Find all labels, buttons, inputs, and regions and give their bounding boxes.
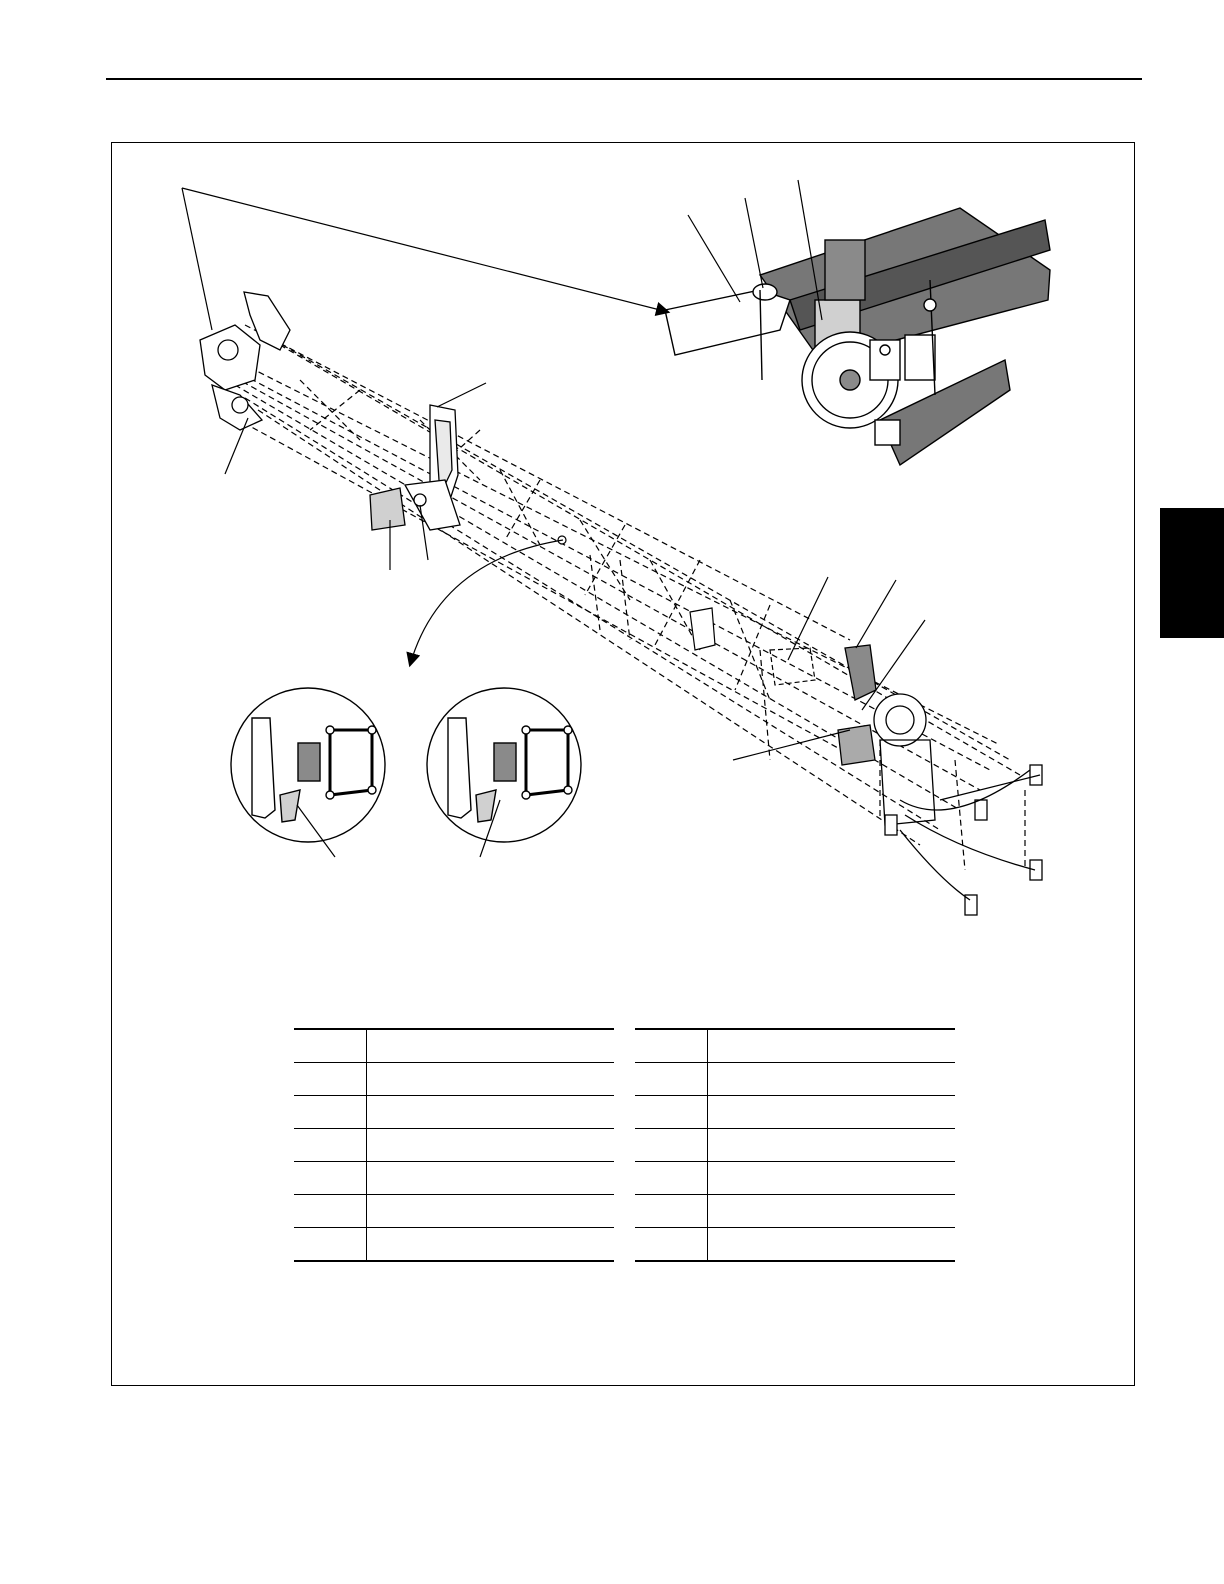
table-row [635, 1029, 955, 1063]
parts-table-right [635, 1028, 955, 1262]
item-number [294, 1029, 367, 1063]
item-number [635, 1228, 708, 1262]
center-bracket [370, 405, 460, 530]
item-number [635, 1195, 708, 1228]
item-number [635, 1162, 708, 1195]
table-row [635, 1228, 955, 1262]
item-description [367, 1162, 615, 1195]
detail-circle-2 [427, 688, 581, 842]
support-tubes [900, 770, 1040, 900]
table-row [294, 1195, 614, 1228]
item-number [294, 1162, 367, 1195]
item-description [708, 1162, 956, 1195]
item-description [708, 1029, 956, 1063]
item-number [294, 1096, 367, 1129]
item-description [708, 1228, 956, 1262]
item-number [294, 1129, 367, 1162]
table-row [635, 1096, 955, 1129]
boom-left-end [200, 292, 290, 430]
table-row [635, 1063, 955, 1096]
mid-components [558, 536, 815, 685]
item-number [635, 1063, 708, 1096]
table-row [294, 1096, 614, 1129]
item-description [367, 1228, 615, 1262]
table-row [294, 1228, 614, 1262]
table-row [294, 1129, 614, 1162]
item-number [294, 1195, 367, 1228]
inset-detail [665, 208, 1050, 465]
parts-table-left [294, 1028, 614, 1262]
item-description [367, 1129, 615, 1162]
item-number [635, 1096, 708, 1129]
table-row [294, 1162, 614, 1195]
item-description [708, 1195, 956, 1228]
table-row [294, 1029, 614, 1063]
table-row [635, 1162, 955, 1195]
item-description [367, 1063, 615, 1096]
item-description [708, 1096, 956, 1129]
detail-circle-1 [231, 688, 385, 842]
table-row [635, 1195, 955, 1228]
item-number [294, 1228, 367, 1262]
item-description [708, 1129, 956, 1162]
item-number [635, 1129, 708, 1162]
item-description [367, 1096, 615, 1129]
table-row [635, 1129, 955, 1162]
item-number [294, 1063, 367, 1096]
table-row [294, 1063, 614, 1096]
item-description [367, 1195, 615, 1228]
item-description [708, 1063, 956, 1096]
item-description [367, 1029, 615, 1063]
item-number [635, 1029, 708, 1063]
